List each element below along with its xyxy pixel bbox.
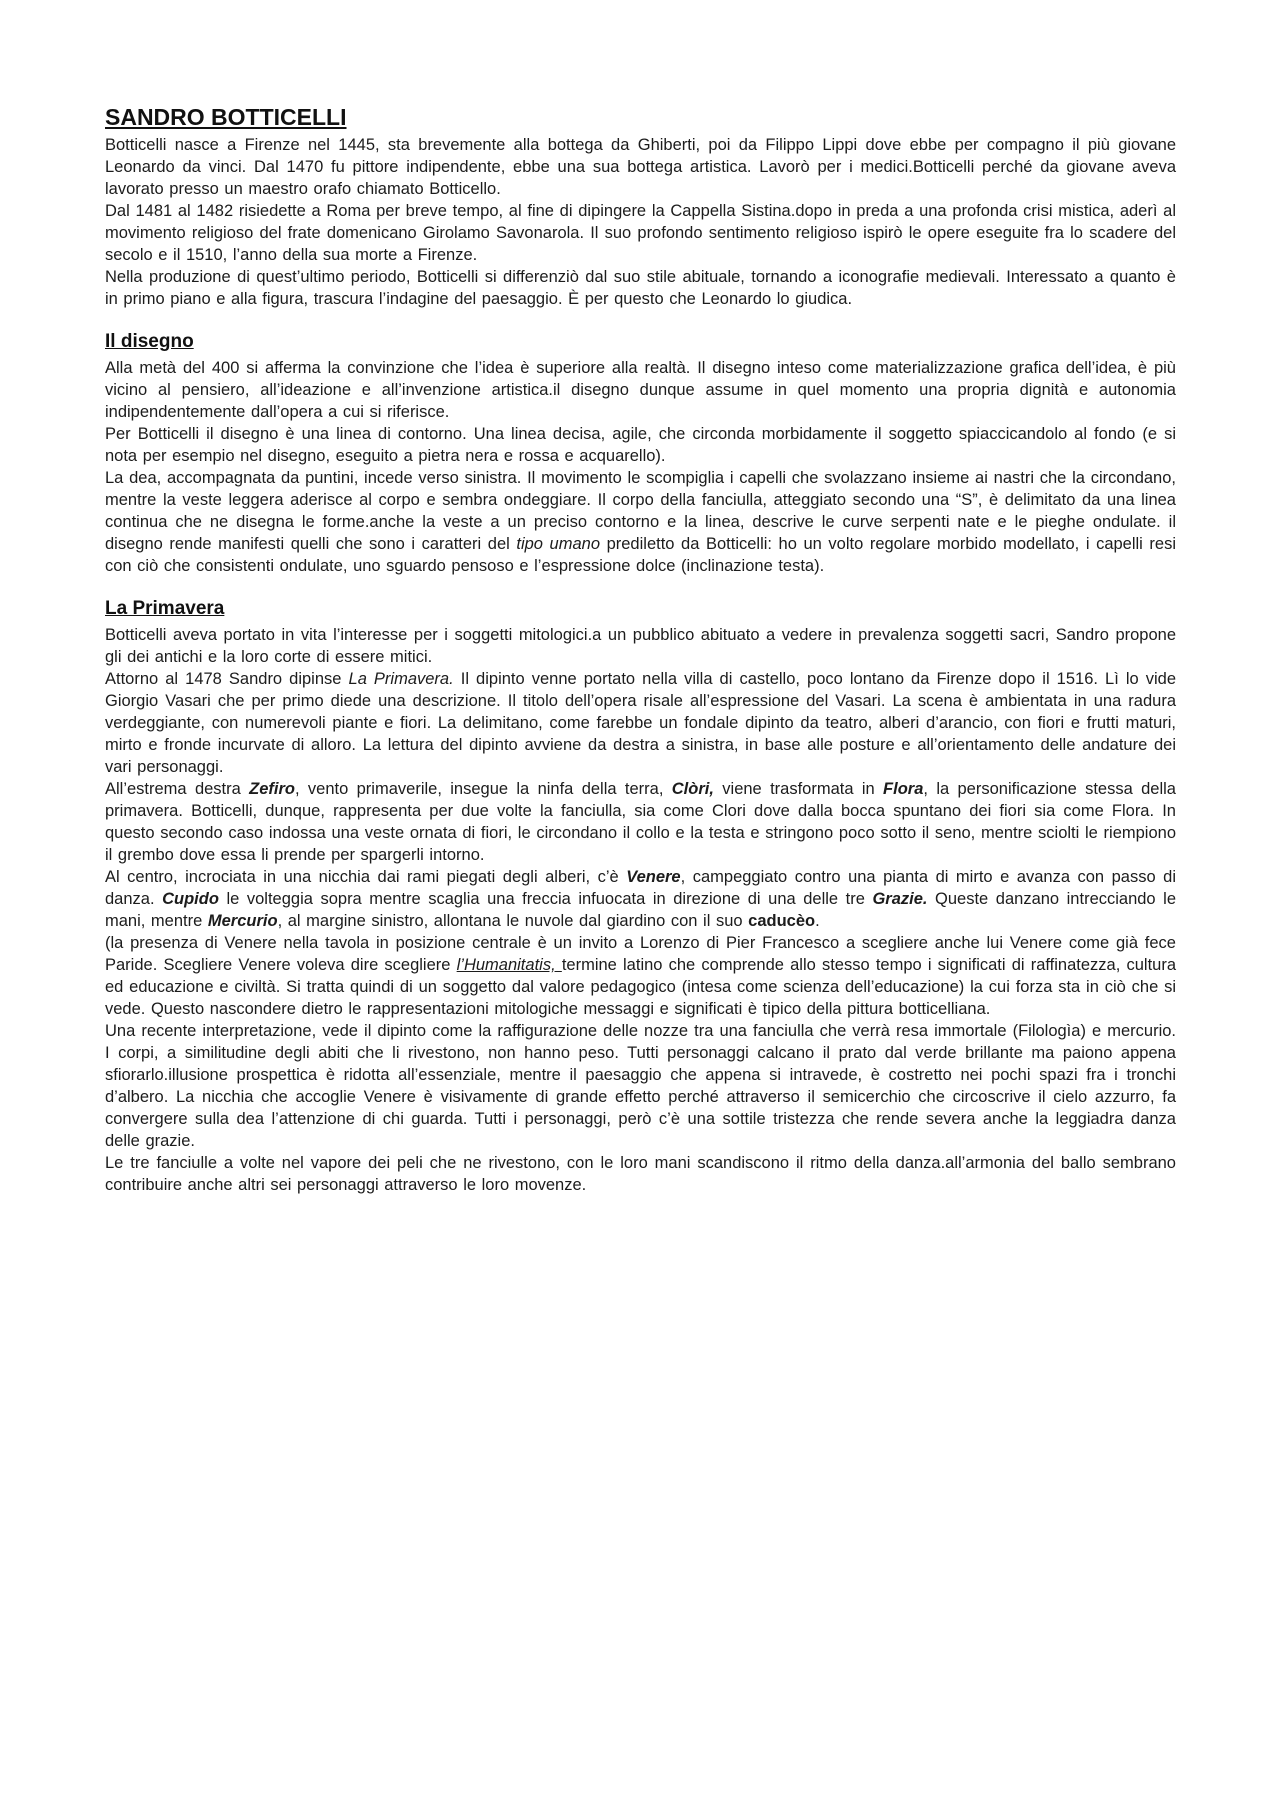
text-run: Botticelli nasce a Firenze nel 1445, sta brevemente alla bottega da Ghiberti, poi da Filippo Lippi dove ebbe per compagno il più giovane Leonardo da vinci. Dal 1470 fu pittore indipendente, ebbe una sua bottega artistica. Lavorò per i medici.Botticelli perché da giovane aveva lavorato presso un maestro orafo chiamato Botticello. <box>105 136 1176 198</box>
paragraph <box>105 266 1176 310</box>
text-run: Il dipinto venne portato nella villa di castello, poco lontano da Firenze dopo il 1516. Lì lo vide Giorgio Vasari che per primo diede una descrizione. Il titolo dell’opera risale all’espressione del Vasari. La scena è ambientata in una radura verdeggiante, con numerevoli piante e fiori. La delimitano, come farebbe un fondale dipinto da teatro, alberi d’arancio, con fiori e frutti maturi, mirto e fronde incurvate di alloro. La lettura del dipinto avviene da destra a sinistra, in base alle posture e all’orientamento delle andature dei vari personaggi. <box>105 670 1176 776</box>
text-run: Clòri, <box>671 780 714 798</box>
text-run: , campeggiato contro una pianta di mirto e avanza con passo di danza. <box>105 868 1176 908</box>
text-run: le volteggia sopra mentre scaglia una freccia infuocata in direzione di una delle tre <box>218 890 873 908</box>
text-run: La Primavera. <box>348 670 454 688</box>
text-run: Le tre fanciulle a volte nel vapore dei peli che ne rivestono, con le loro mani scandiscono il ritmo della danza.all’armonia del ballo sembrano contribuire anche altri sei personaggi attraverso le loro movenze. <box>105 1154 1176 1194</box>
text-run: Mercurio <box>207 912 278 930</box>
text-run: Grazie. <box>872 890 928 908</box>
text-run: caducèo <box>748 912 816 930</box>
text-run: Flora <box>883 780 924 798</box>
text-run: All’estrema destra <box>105 780 250 798</box>
text-run: Cupido <box>162 890 219 908</box>
text-run: Al centro, incrociata in una nicchia dai rami piegati degli alberi, c’è <box>105 868 627 886</box>
text-run: . <box>815 912 820 930</box>
section-heading: Il disegno <box>105 331 194 352</box>
text-run: (la presenza di Venere nella tavola in posizione centrale è un invito a Lorenzo di Pier Francesco a scegliere anche lui Venere come già fece Paride. Scegliere Venere voleva dire scegliere <box>105 934 1176 974</box>
page-title: SANDRO BOTTICELLI <box>105 104 347 130</box>
paragraph <box>105 200 1176 266</box>
text-run: l’Humanitatis, <box>456 956 562 974</box>
document-body <box>105 134 1176 1196</box>
text-run: Nella produzione di quest’ultimo periodo, Botticelli si differenziò dal suo stile abituale, tornando a iconografie medievali. Interessato a quanto è in primo piano e alla figura, trascura l’indagine del paesaggio. È per questo che Leonardo lo giudica. <box>105 268 1176 308</box>
text-run: viene trasformata in <box>713 780 884 798</box>
paragraph <box>105 778 1176 866</box>
text-run: Per Botticelli il disegno è una linea di contorno. Una linea decisa, agile, che circonda morbidamente il soggetto spiaccicandolo al fondo (e si nota per esempio nel disegno, eseguito a pietra nera e rossa e acquarello). <box>105 425 1176 465</box>
section-heading: La Primavera <box>105 598 225 619</box>
paragraph <box>105 1152 1176 1196</box>
text-run: Botticelli aveva portato in vita l’interesse per i soggetti mitologici.a un pubblico abituato a vedere in prevalenza soggetti sacri, Sandro propone gli dei antichi e la loro corte di essere mitici. <box>105 626 1176 666</box>
paragraph <box>105 1020 1176 1152</box>
text-run: Queste danzano intrecciando le mani, mentre <box>105 890 1177 930</box>
text-run: Una recente interpretazione, vede il dipinto come la raffigurazione delle nozze tra una fanciulla che verrà resa immortale (Filologìa) e mercurio. I corpi, a similitudine degli abiti che li rivestono, non hanno peso. Tutti personaggi calcano il prato dal verde brillante ma paiono appena sfiorarlo.illusione prospettica è ridotta all’essenziale, mentre il paesaggio che appena si intravede, è costretto nei pochi spazi fra i tronchi d’albero. La nicchia che accoglie Venere è visivamente di grande effetto perché attraverso il semicerchio che circoscrive il cielo azzurro, fa convergere sulla dea l’attenzione di chi guarda. Tutti i personaggi, però c’è una sottile tristezza che rende severa anche la leggiadra danza delle grazie. <box>105 1022 1176 1150</box>
text-run: tipo umano <box>516 535 601 553</box>
paragraph <box>105 866 1176 932</box>
paragraph <box>105 423 1176 467</box>
text-run: La dea, accompagnata da puntini, incede verso sinistra. Il movimento le scompiglia i capelli che svolazzano insieme ai nastri che la circondano, mentre la veste leggera aderisce al corpo e sembra ondeggiare. Il corpo della fanciulla, atteggiato secondo una “S”, è delimitato da una linea continua che ne disegna le forme.anche la veste a un preciso contorno e la linea, descrive le curve serpenti nate e le pieghe ondulate. il disegno rende manifesti quelli che sono i caratteri del <box>105 469 1176 553</box>
text-run: Venere <box>626 868 681 886</box>
text-run: Alla metà del 400 si afferma la convinzione che l’idea è superiore alla realtà. Il disegno inteso come materializzazione grafica dell’idea, è più vicino al pensiero, all’ideazione e all’invenzione artistica.il disegno dunque assume in quel momento una propria dignità e autonomia indipendentemente dall’opera a cui si riferisce. <box>105 359 1176 421</box>
text-run: , la personificazione stessa della primavera. Botticelli, dunque, rappresenta per due volte la fanciulla, sia come Clori dove dalla bocca spuntano dei fiori sia come Flora. In questo secondo caso indossa una veste ornata di fiori, le circondano il collo e la testa e stringono poco sotto il seno, mentre sciolti le riempiono il grembo dove essa li prende per spargerli intorno. <box>105 780 1176 864</box>
paragraph <box>105 624 1176 668</box>
paragraph <box>105 467 1176 577</box>
paragraph <box>105 932 1176 1020</box>
text-run: Dal 1481 al 1482 risiedette a Roma per breve tempo, al fine di dipingere la Cappella Sistina.dopo in preda a una profonda crisi mistica, aderì al movimento religioso del frate domenicano Girolamo Savonarola. Il suo profondo sentimento religioso ispirò le opere eseguite fra lo scadere del secolo e il 1510, l’anno della sua morte a Firenze. <box>105 202 1176 264</box>
text-run: , vento primaverile, insegue la ninfa della terra, <box>295 780 672 798</box>
paragraph <box>105 357 1176 423</box>
text-run: Zefiro <box>249 780 295 798</box>
text-run: , al margine sinistro, allontana le nuvole dal giardino con il suo <box>277 912 749 930</box>
text-run: termine latino che comprende allo stesso tempo i significati di raffinatezza, cultura ed educazione e civiltà. Si tratta quindi di un soggetto dal valore pedagogico (intesa come scienza dell’educazione) la cui forza sta in ciò che si vede. Questo nascondere dietro le rappresentazioni mitologiche messaggi e significati è tipico della pittura botticelliana. <box>105 956 1177 1018</box>
paragraph <box>105 668 1176 778</box>
text-run: Attorno al 1478 Sandro dipinse <box>105 670 349 688</box>
text-run: prediletto da Botticelli: ho un volto regolare morbido modellato, i capelli resi con ciò che consistenti ondulate, uno sguardo pensoso e l’espressione dolce (inclinazione testa). <box>105 535 1177 575</box>
paragraph <box>105 134 1176 200</box>
